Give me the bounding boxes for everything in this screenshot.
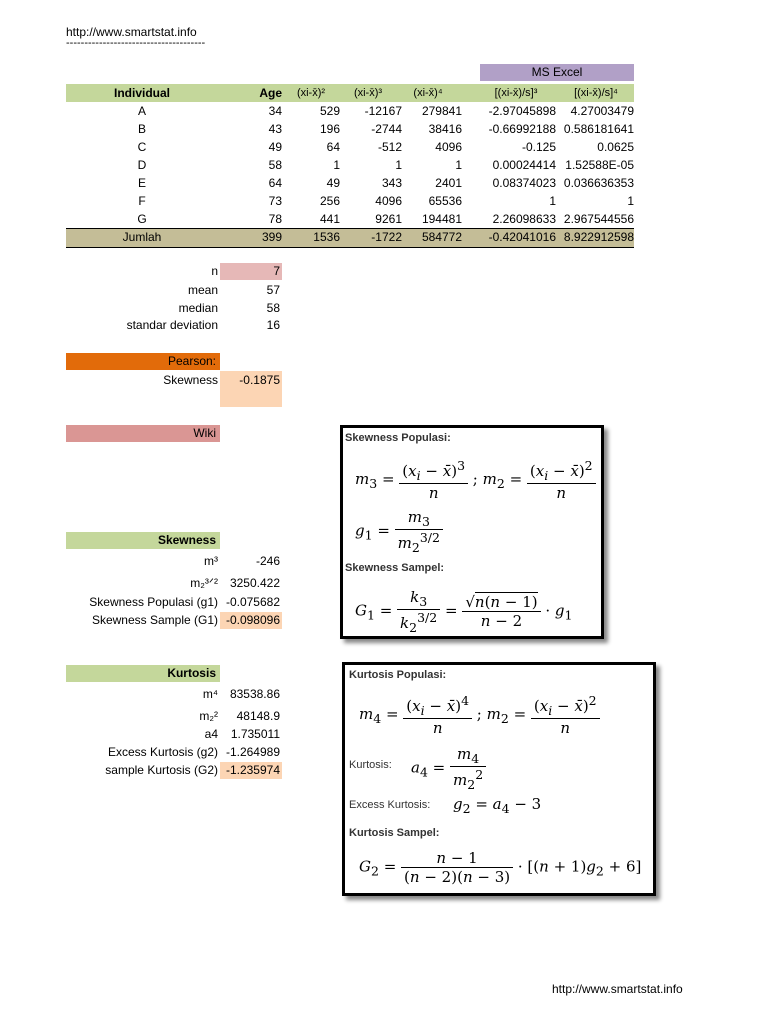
- kurt-m2-value: 48148.9: [236, 709, 280, 723]
- cell-quad: 194481: [421, 212, 462, 226]
- col-header-individual: Individual: [113, 86, 170, 100]
- stat-mean-value: 57: [266, 283, 280, 297]
- cell-individual: A: [137, 104, 146, 118]
- total-cube: -1722: [371, 230, 402, 244]
- kurt-g2-label: Excess Kurtosis (g2): [107, 745, 218, 759]
- header-url[interactable]: http://www.smartstat.info: [66, 25, 197, 39]
- cell-zcube: -0.66992188: [488, 122, 556, 136]
- cell-quad: 4096: [435, 140, 462, 154]
- stat-n-label: n: [211, 264, 218, 278]
- cell-sq: 64: [326, 140, 340, 154]
- cell-cube: 1: [395, 158, 402, 172]
- cell-cube: -12167: [364, 104, 402, 118]
- kurt-a4-value: 1.735011: [230, 727, 280, 741]
- cell-quad: 2401: [435, 176, 462, 190]
- cell-age: 34: [268, 104, 282, 118]
- total-label: Jumlah: [122, 230, 162, 244]
- cell-zquad: 0.0625: [597, 140, 634, 154]
- cell-zcube: -0.125: [521, 140, 556, 154]
- cell-zquad: 1: [627, 194, 634, 208]
- skew-m3-value: -246: [255, 554, 280, 568]
- stat-sd-value: 16: [266, 318, 280, 332]
- kurt-a4-label: a4: [204, 727, 218, 741]
- col-header-cube: (xi-x̄)³: [353, 87, 383, 99]
- pearson-skewness-label: Skewness: [163, 373, 218, 387]
- cell-zcube: 0.08374023: [492, 176, 556, 190]
- cell-age: 78: [268, 212, 282, 226]
- stat-median-value: 58: [266, 301, 280, 315]
- cell-individual: B: [137, 122, 146, 136]
- kurt-box-title-sample: Kurtosis Sampel:: [349, 827, 440, 839]
- col-header-zcube: [(xi-x̄)/s]³: [494, 87, 538, 99]
- wiki-label: Wiki: [66, 425, 220, 442]
- cell-zquad: 2.967544556: [563, 212, 634, 226]
- cell-sq: 441: [319, 212, 340, 226]
- stat-mean-label: mean: [187, 283, 218, 297]
- cell-cube: 343: [381, 176, 402, 190]
- kurt-G2-value: -1.235974: [220, 762, 282, 779]
- cell-zcube: -2.97045898: [488, 104, 556, 118]
- cell-cube: -2744: [371, 122, 402, 136]
- cell-age: 43: [268, 122, 282, 136]
- cell-individual: C: [137, 140, 147, 154]
- header-separator: --------------------------------------: [66, 37, 206, 49]
- cell-age: 64: [268, 176, 282, 190]
- skew-G1-value: -0.098096: [220, 612, 282, 629]
- kurt-formula-G2: $G_2$ = $\frac{n - 1}{(n - 2)(n - 3)}$ · $[(n + 1)g_2 + 6]$: [359, 849, 642, 886]
- stat-n-value: 7: [220, 263, 282, 280]
- cell-sq: 1: [333, 158, 340, 172]
- cell-cube: 4096: [375, 194, 402, 208]
- total-zquad: 8.922912598: [563, 230, 634, 244]
- total-sq: 1536: [313, 230, 340, 244]
- kurt-box-excess-label: Excess Kurtosis:: [349, 799, 431, 811]
- kurtosis-title: Kurtosis: [66, 665, 220, 682]
- col-header-age: Age: [259, 86, 282, 100]
- col-header-zquad: [(xi-x̄)/s]⁴: [574, 87, 618, 99]
- cell-age: 73: [268, 194, 282, 208]
- kurt-formula-m4: $m_4$ = $\frac{(x_i - x̄)^4}{n}$ ; $m_2$ = $\frac{(x_i - x̄)^2}{n}$: [359, 693, 600, 737]
- skew-box-title-pop: Skewness Populasi:: [345, 432, 451, 444]
- kurt-m2-label: m₂²: [199, 709, 218, 723]
- footer-url[interactable]: http://www.smartstat.info: [552, 982, 683, 996]
- skew-G1-label: Skewness Sample (G1): [91, 613, 218, 627]
- cell-individual: D: [137, 158, 147, 172]
- col-header-sq: (xi-x̄)²: [296, 87, 326, 99]
- cell-sq: 256: [319, 194, 340, 208]
- stat-median-label: median: [178, 301, 218, 315]
- cell-zquad: 1.52588E-05: [565, 158, 634, 172]
- skew-formula-g1: $g_1$ = $\frac{m_3}{m_2^{3/2}}$: [355, 508, 443, 555]
- total-zcube: -0.42041016: [488, 230, 556, 244]
- cell-quad: 279841: [421, 104, 462, 118]
- pearson-title: Pearson:: [66, 353, 220, 370]
- kurtosis-formula-box: [342, 662, 656, 896]
- col-header-quad: (xi-x̄)⁴: [413, 87, 443, 99]
- cell-sq: 196: [319, 122, 340, 136]
- cell-individual: G: [137, 212, 147, 226]
- cell-zcube: 0.00024414: [492, 158, 556, 172]
- cell-sq: 49: [326, 176, 340, 190]
- cell-quad: 38416: [428, 122, 462, 136]
- cell-individual: F: [138, 194, 146, 208]
- total-age: 399: [261, 230, 282, 244]
- cell-zquad: 0.586181641: [563, 122, 634, 136]
- cell-cube: -512: [377, 140, 402, 154]
- skew-box-title-sample: Skewness Sampel:: [345, 562, 445, 574]
- skew-m3-label: m³: [204, 554, 218, 568]
- skew-m2-value: 3250.422: [229, 576, 280, 590]
- cell-zcube: 2.26098633: [492, 212, 556, 226]
- kurt-formula-a4: $a_4$ = $\frac{m_4}{m_2^2}$: [411, 745, 486, 792]
- cell-individual: E: [137, 176, 146, 190]
- kurt-g2-value: -1.264989: [225, 745, 280, 759]
- cell-age: 49: [268, 140, 282, 154]
- stat-sd-label: standar deviation: [126, 318, 218, 332]
- cell-quad: 65536: [428, 194, 462, 208]
- skew-g1-label: Skewness Populasi (g1): [89, 595, 218, 609]
- skew-m2-label: m₂³ᐟ²: [190, 576, 218, 590]
- kurt-box-title-pop: Kurtosis Populasi:: [349, 669, 447, 681]
- cell-sq: 529: [319, 104, 340, 118]
- cell-zquad: 4.27003479: [570, 104, 634, 118]
- cell-age: 58: [268, 158, 282, 172]
- skew-formula-G1: $G_1$ = $\frac{k_3}{k_2^{3/2}}$ = $\frac{√n(n - 1)}{n - 2}$ · $g_1$: [355, 588, 573, 635]
- skew-formula-m3: $m_3$ = $\frac{(x_i - x̄)^3}{n}$ ; $m_2$ = $\frac{(x_i - x̄)^2}{n}$: [355, 458, 596, 502]
- cell-zcube: 1: [549, 194, 556, 208]
- kurt-m4-label: m⁴: [202, 687, 218, 701]
- cell-quad: 1: [455, 158, 462, 172]
- skewness-formula-box: [340, 425, 604, 639]
- pearson-skewness-value: -0.1875: [239, 373, 280, 387]
- cell-cube: 9261: [375, 212, 402, 226]
- kurt-box-kurtosis-label: Kurtosis:: [349, 759, 392, 771]
- kurt-m4-value: 83538.86: [229, 687, 280, 701]
- kurt-G2-label: sample Kurtosis (G2): [105, 763, 218, 777]
- kurt-formula-g2: $g_2 = a_4 - 3$: [453, 795, 542, 816]
- skew-g1-value: -0.075682: [225, 595, 280, 609]
- skewness-title: Skewness: [66, 532, 220, 549]
- ms-excel-label: MS Excel: [480, 64, 634, 81]
- cell-zquad: 0.036636353: [563, 176, 634, 190]
- total-quad: 584772: [421, 230, 462, 244]
